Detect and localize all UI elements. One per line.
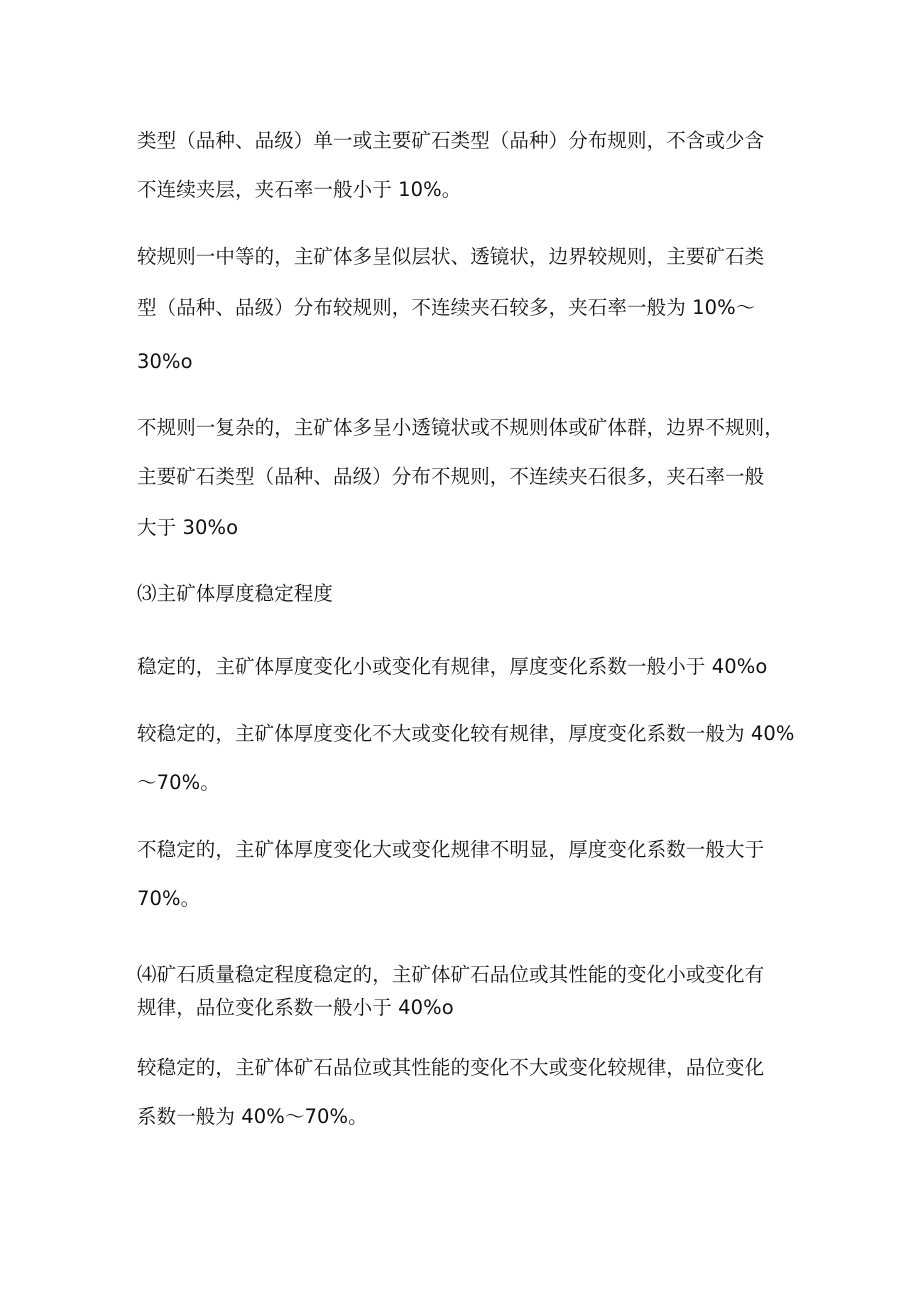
text-line: ～70%。 [137, 771, 220, 794]
text-line: 大于 30%o [137, 516, 239, 539]
text-line: 较规则一中等的，主矿体多呈似层状、透镜状，边界较规则，主要矿石类 [137, 245, 765, 268]
text-line: 类型（品种、品级）单一或主要矿石类型（品种）分布规则，不含或少含 [137, 129, 765, 152]
text-line: 不稳定的，主矿体厚度变化大或变化规律不明显，厚度变化系数一般大于 [137, 838, 765, 861]
text-line: 较稳定的，主矿体厚度变化不大或变化较有规律，厚度变化系数一般为 40% [137, 722, 795, 745]
text-line: 不规则一复杂的，主矿体多呈小透镜状或不规则体或矿体群，边界不规则， [137, 416, 784, 439]
text-line: 30%o [137, 350, 193, 373]
section-heading: ⑶主矿体厚度稳定程度 [137, 582, 334, 605]
section-heading: ⑷矿石质量稳定程度稳定的，主矿体矿石品位或其性能的变化小或变化有 [137, 963, 765, 986]
text-line: 规律，品位变化系数一般小于 40%o [137, 996, 454, 1019]
text-line: 不连续夹层，夹石率一般小于 10%。 [137, 178, 462, 201]
text-line: 型（品种、品级）分布较规则，不连续夹石较多，夹石率一般为 10%～ [137, 296, 756, 319]
text-line: 较稳定的，主矿体矿石品位或其性能的变化不大或变化较规律，品位变化 [137, 1056, 765, 1079]
text-line: 主要矿石类型（品种、品级）分布不规则，不连续夹石很多，夹石率一般 [137, 465, 765, 488]
text-line: 70%。 [137, 887, 201, 910]
text-line: 系数一般为 40%～70%。 [137, 1105, 368, 1128]
text-line: 稳定的，主矿体厚度变化小或变化有规律，厚度变化系数一般小于 40%o [137, 655, 768, 678]
